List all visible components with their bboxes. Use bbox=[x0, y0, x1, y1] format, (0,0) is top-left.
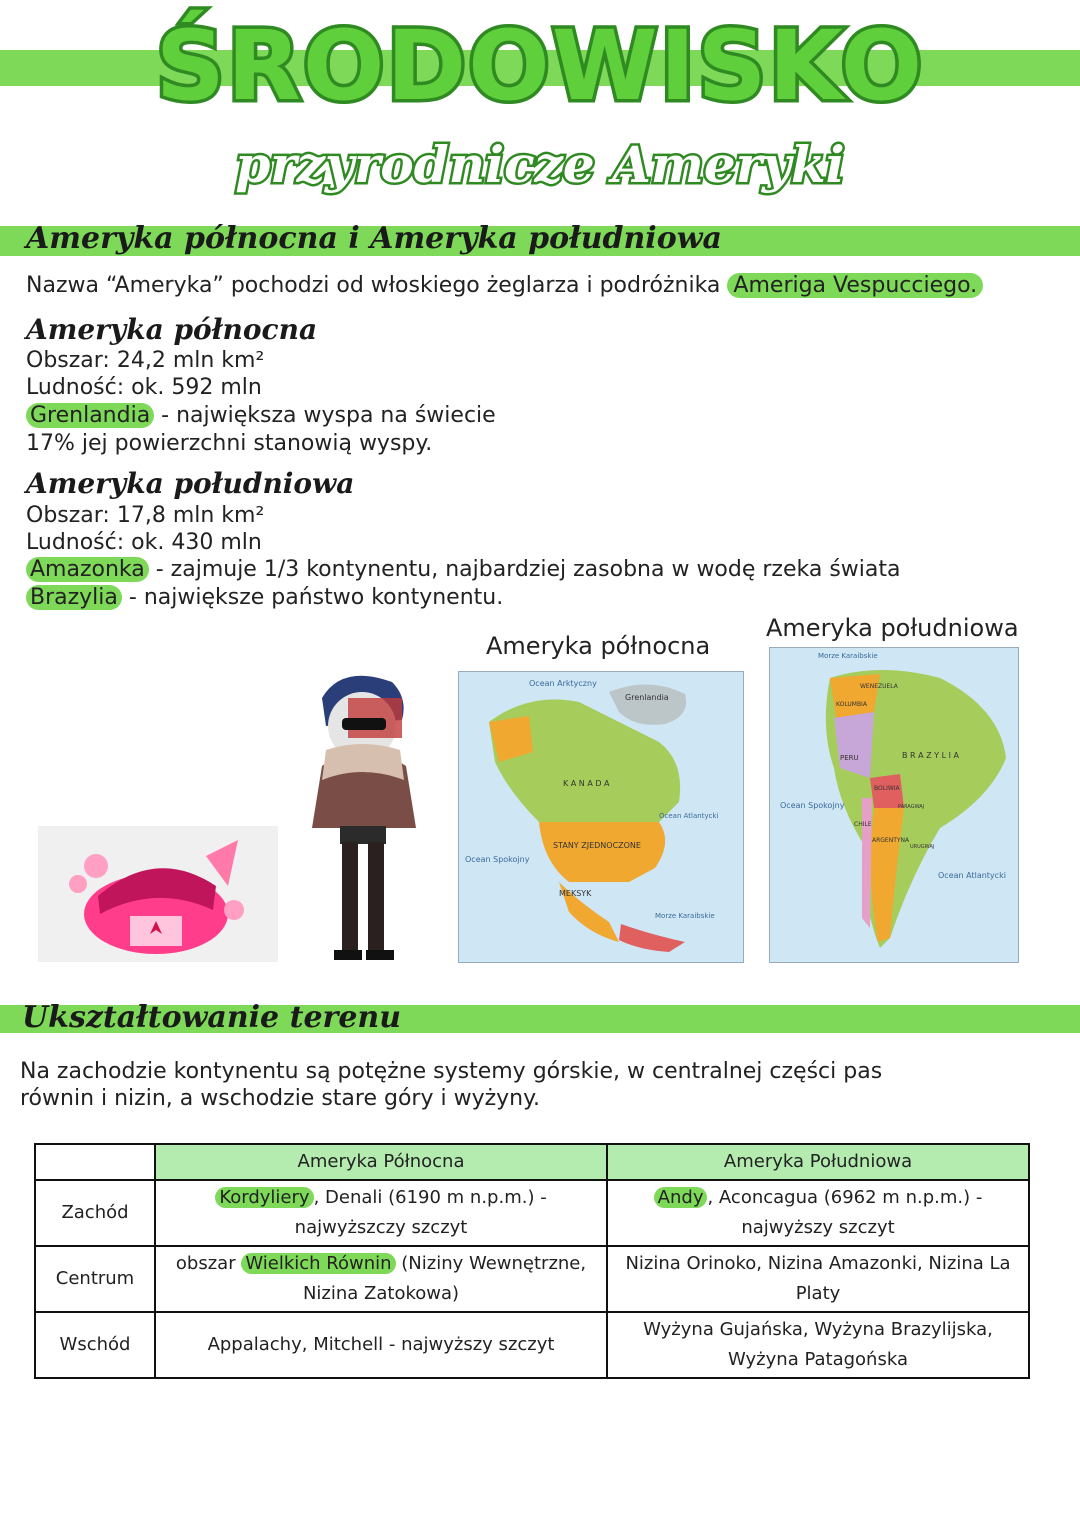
south-label-bolivia: BOLIWIA bbox=[874, 785, 900, 792]
amazon-highlight: Amazonka bbox=[26, 557, 149, 582]
section2-line2: równin i nizin, a wschodzie stare góry i wyżyny. bbox=[20, 1086, 540, 1111]
terrain-table bbox=[34, 1143, 1030, 1379]
andy-highlight: Andy bbox=[654, 1187, 708, 1208]
row-label: Zachód bbox=[35, 1180, 155, 1246]
north-label-canada: K A N A D A bbox=[563, 779, 610, 788]
north-heading: Ameryka północna bbox=[26, 313, 318, 346]
south-population: Ludność: ok. 430 mln bbox=[26, 530, 262, 555]
table-cell: Wyżyna Gujańska, Wyżyna Brazylijska, Wyżyna Patagońska bbox=[607, 1312, 1029, 1378]
south-fact1: Amazonka - zajmuje 1/3 kontynentu, najbardziej zasobna w wodę rzeka świata bbox=[26, 556, 901, 583]
south-heading: Ameryka południowa bbox=[26, 467, 355, 500]
table-cell: Nizina Orinoko, Nizina Amazonki, Nizina La Platy bbox=[607, 1246, 1029, 1312]
south-area: Obszar: 17,8 mln km² bbox=[26, 503, 265, 528]
north-label-usa: STANY ZJEDNOCZONE bbox=[553, 841, 641, 850]
table-row bbox=[35, 1312, 1029, 1378]
intro-text: Nazwa “Ameryka” pochodzi od włoskiego żeglarza i podróżnika Ameriga Vespucciego. bbox=[26, 272, 983, 299]
table-corner bbox=[35, 1144, 155, 1180]
col-north-header: Ameryka Północna bbox=[155, 1144, 607, 1180]
great-plains-highlight: Wielkich Równin bbox=[241, 1253, 395, 1274]
south-america-map bbox=[769, 647, 1019, 963]
south-label-peru: PERU bbox=[840, 754, 859, 762]
kordyliery-highlight: Kordyliery bbox=[215, 1187, 313, 1208]
page-title: ŚRODOWISKO bbox=[155, 10, 925, 122]
north-label-atlantic: Ocean Atlantycki bbox=[659, 812, 719, 820]
north-area: Obszar: 24,2 mln km² bbox=[26, 348, 265, 373]
south-map-title: Ameryka południowa bbox=[766, 614, 1019, 642]
canada-character-illustration bbox=[38, 826, 278, 962]
vespucci-highlight: Ameriga Vespucciego. bbox=[727, 273, 983, 298]
north-label-caribbean: Morze Karaibskie bbox=[655, 912, 715, 920]
south-label-caribbean: Morze Karaibskie bbox=[818, 652, 878, 660]
north-fact1: Grenlandia - największa wyspa na świecie bbox=[26, 402, 496, 429]
south-label-colombia: KOLUMBIA bbox=[836, 701, 867, 708]
section1-heading: Ameryka północna i Ameryka południowa bbox=[26, 221, 722, 256]
south-label-pacific: Ocean Spokojny bbox=[780, 801, 845, 810]
usa-character-illustration bbox=[282, 668, 442, 964]
table-cell: Appalachy, Mitchell - najwyższy szczyt bbox=[155, 1312, 607, 1378]
table-cell: Andy , Aconcagua (6962 m n.p.m.) - najwyższy szczyt bbox=[607, 1180, 1029, 1246]
table-cell: obszar Wielkich Równin (Niziny Wewnętrzne, Nizina Zatokowa) bbox=[155, 1246, 607, 1312]
south-fact2: Brazylia - największe państwo kontynentu. bbox=[26, 584, 503, 611]
south-label-venezuela: WENEZUELA bbox=[860, 683, 898, 690]
col-south-header: Ameryka Południowa bbox=[607, 1144, 1029, 1180]
south-label-chile: CHILE bbox=[854, 821, 872, 828]
page-subtitle: przyrodnicze Ameryki bbox=[235, 135, 845, 194]
north-label-pacific: Ocean Spokojny bbox=[465, 855, 530, 864]
south-label-atlantic: Ocean Atlantycki bbox=[938, 871, 1006, 880]
north-america-map bbox=[458, 671, 744, 963]
north-population: Ludność: ok. 592 mln bbox=[26, 375, 262, 400]
row-label: Centrum bbox=[35, 1246, 155, 1312]
south-label-argentina: ARGENTYNA bbox=[872, 837, 910, 844]
south-label-brazil: B R A Z Y L I A bbox=[902, 751, 959, 760]
north-label-mexico: MEKSYK bbox=[559, 889, 592, 898]
section2-line1: Na zachodzie kontynentu są potężne systemy górskie, w centralnej części pas bbox=[20, 1059, 883, 1084]
table-row bbox=[35, 1246, 1029, 1312]
brazil-highlight: Brazylia bbox=[26, 585, 122, 610]
greenland-highlight: Grenlandia bbox=[26, 403, 154, 428]
north-label-greenland: Grenlandia bbox=[625, 693, 669, 702]
south-label-paraguay: PARAGWAJ bbox=[898, 804, 925, 810]
row-label: Wschód bbox=[35, 1312, 155, 1378]
table-row bbox=[35, 1180, 1029, 1246]
north-map-title: Ameryka północna bbox=[486, 632, 711, 660]
section2-heading: Ukształtowanie terenu bbox=[22, 1000, 402, 1035]
north-fact2: 17% jej powierzchni stanowią wyspy. bbox=[26, 431, 433, 456]
south-label-uruguay: URUGWAJ bbox=[910, 844, 935, 850]
table-cell: Kordyliery , Denali (6190 m n.p.m.) - najwyższczy szczyt bbox=[155, 1180, 607, 1246]
table-header-row bbox=[35, 1144, 1029, 1180]
north-label-arctic: Ocean Arktyczny bbox=[529, 679, 597, 688]
